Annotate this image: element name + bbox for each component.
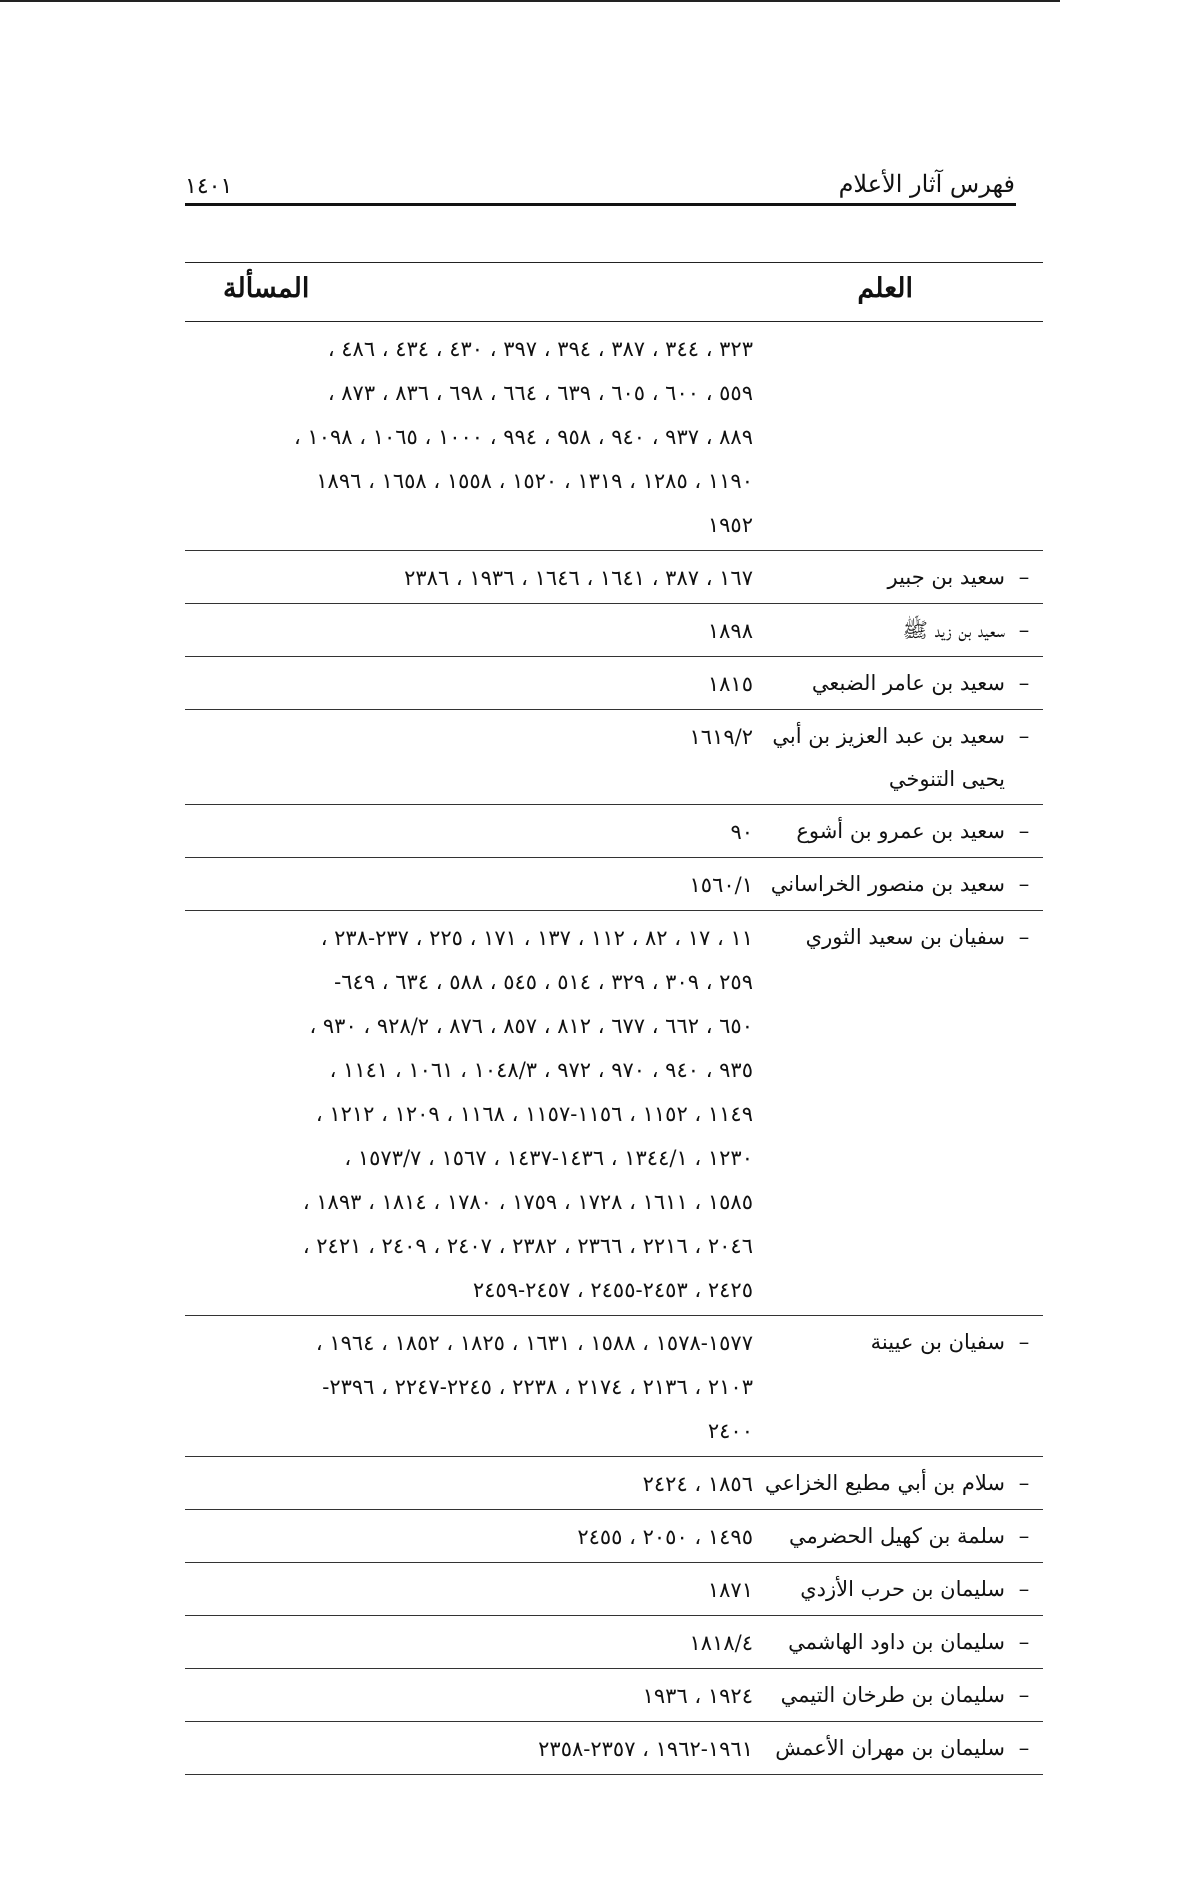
- entry-refs-cell: [185, 715, 753, 801]
- table-row: [185, 322, 1043, 551]
- index-table: [185, 262, 1043, 1775]
- table-row: [185, 805, 1043, 858]
- reference-line: ١٨٧١: [707, 1578, 753, 1602]
- entry-refs-cell: [185, 609, 753, 653]
- entry-name-cell: [753, 609, 1043, 653]
- entry-dash: –: [1018, 925, 1030, 949]
- entry-name-cell: [753, 327, 1043, 547]
- entry-name: سليمان بن داود الهاشمي: [788, 1630, 1005, 1654]
- reference-line: ١٩٥٢: [707, 513, 753, 537]
- reference-line: ١٦٧ ، ٣٨٧ ، ١٦٤١ ، ١٦٤٦ ، ١٩٣٦ ، ٢٣٨٦: [404, 566, 753, 590]
- scan-top-edge: [0, 0, 1060, 2]
- reference-line: ١١٤٩ ، ١١٥٢ ، ١١٥٦-١١٥٧ ، ١١٦٨ ، ١٢٠٩ ، ١٢١٢ ،: [315, 1102, 753, 1126]
- reference-line: ٥٥٩ ، ٦٠٠ ، ٦٠٥ ، ٦٣٩ ، ٦٦٤ ، ٦٩٨ ، ٨٣٦ ، ٨٧٣ ،: [327, 381, 753, 405]
- entry-name-cell: [753, 1674, 1043, 1718]
- entry-dash: –: [1018, 1524, 1030, 1548]
- entry-name-cell: [753, 662, 1043, 706]
- entry-name-cell: [753, 863, 1043, 907]
- entry-refs-cell: [185, 916, 753, 1312]
- entry-refs-cell: [185, 1674, 753, 1718]
- table-row: [185, 1669, 1043, 1722]
- reference-line: ٩٣٥ ، ٩٤٠ ، ٩٧٠ ، ٩٧٢ ، ١٠٤٨/٣ ، ١٠٦١ ، ١١٤١ ،: [329, 1058, 753, 1082]
- entry-name: سعيد بن عمرو بن أشوع: [796, 819, 1005, 843]
- column-header-name: العلم: [857, 273, 913, 304]
- entry-dash: –: [1018, 1471, 1030, 1495]
- entry-dash: –: [1018, 565, 1030, 589]
- entry-name-cell: [753, 1321, 1043, 1453]
- reference-line: ٦٥٠ ، ٦٦٢ ، ٦٧٧ ، ٨١٢ ، ٨٥٧ ، ٨٧٦ ، ٩٢٨/٢ ، ٩٣٠ ،: [309, 1014, 753, 1038]
- reference-line: ١٩٦١-١٩٦٢ ، ٢٣٥٧-٢٣٥٨: [538, 1737, 753, 1761]
- page-number: ١٤٠١: [185, 174, 233, 199]
- entry-dash: –: [1018, 671, 1030, 695]
- reference-line: ٣٢٣ ، ٣٤٤ ، ٣٨٧ ، ٣٩٤ ، ٣٩٧ ، ٤٣٠ ، ٤٣٤ ، ٤٨٦ ،: [327, 337, 753, 361]
- table-header: [185, 262, 1043, 322]
- entry-name-cell: [753, 1621, 1043, 1665]
- reference-line: ١٥٦٠/١: [689, 873, 753, 897]
- entry-refs-cell: [185, 1621, 753, 1665]
- reference-line: ١٨١٨/٤: [689, 1631, 753, 1655]
- entry-refs-cell: [185, 810, 753, 854]
- reference-line: ٢٠٤٦ ، ٢٢١٦ ، ٢٣٦٦ ، ٢٣٨٢ ، ٢٤٠٧ ، ٢٤٠٩ ، ٢٤٢١ ،: [302, 1234, 753, 1258]
- entry-name: سليمان بن طرخان التيمي: [780, 1683, 1005, 1707]
- entry-dash: –: [1018, 1630, 1030, 1654]
- reference-line: ٩٠: [730, 820, 753, 844]
- entry-refs-cell: [185, 327, 753, 547]
- entry-name: سليمان بن مهران الأعمش: [775, 1736, 1005, 1760]
- entry-refs-cell: [185, 1462, 753, 1506]
- table-row: [185, 1616, 1043, 1669]
- reference-line: ٢٤٢٥ ، ٢٤٥٣-٢٤٥٥ ، ٢٤٥٧-٢٤٥٩: [472, 1278, 753, 1302]
- entry-refs-cell: [185, 556, 753, 600]
- reference-line: ٢٤٠٠: [707, 1419, 753, 1443]
- entry-dash: –: [1018, 872, 1030, 896]
- entry-name: سلمة بن كهيل الحضرمي: [788, 1524, 1005, 1548]
- entry-name: سعيد بن منصور الخراساني: [770, 872, 1005, 896]
- table-row: [185, 911, 1043, 1316]
- entry-dash: –: [1018, 819, 1030, 843]
- reference-line: ١٥٧٧-١٥٧٨ ، ١٥٨٨ ، ١٦٣١ ، ١٨٢٥ ، ١٨٥٢ ، ١٩٦٤ ،: [315, 1331, 753, 1355]
- entry-name: سفيان بن سعيد الثوري: [805, 925, 1005, 949]
- entry-dash: –: [1018, 1736, 1030, 1760]
- reference-line: ١١ ، ١٧ ، ٨٢ ، ١١٢ ، ١٣٧ ، ١٧١ ، ٢٢٥ ، ٢٣٧-٢٣٨ ،: [320, 926, 753, 950]
- entry-dash: –: [1018, 1683, 1030, 1707]
- reference-line: ١٤٩٥ ، ٢٠٥٠ ، ٢٤٥٥: [577, 1525, 753, 1549]
- reference-line: ١٨١٥: [707, 672, 753, 696]
- entry-name-cell: [753, 715, 1043, 801]
- reference-line: ١٥٨٥ ، ١٦١١ ، ١٧٢٨ ، ١٧٥٩ ، ١٧٨٠ ، ١٨١٤ ، ١٨٩٣ ،: [302, 1190, 753, 1214]
- table-row: [185, 657, 1043, 710]
- reference-line: ١٢٣٠ ، ١٣٤٤/١ ، ١٤٣٦-١٤٣٧ ، ١٥٦٧ ، ١٥٧٣/٧ ،: [344, 1146, 753, 1170]
- reference-line: ٢٥٩ ، ٣٠٩ ، ٣٢٩ ، ٥١٤ ، ٥٤٥ ، ٥٨٨ ، ٦٣٤ ، ٦٤٩-: [334, 970, 753, 994]
- entry-dash: –: [1018, 724, 1030, 748]
- reference-line: ١٨٥٦ ، ٢٤٢٤: [642, 1472, 753, 1496]
- reference-line: ١٩٢٤ ، ١٩٣٦: [642, 1684, 753, 1708]
- entry-name: سعيد بن عبد العزيز بن أبي يحيى التنوخي: [772, 724, 1005, 791]
- page-header: [185, 170, 1015, 206]
- entry-refs-cell: [185, 1727, 753, 1771]
- reference-line: ٢١٠٣ ، ٢١٣٦ ، ٢١٧٤ ، ٢٢٣٨ ، ٢٢٤٥-٢٢٤٧ ، ٢٣٩٦-: [322, 1375, 753, 1399]
- entry-refs-cell: [185, 1568, 753, 1612]
- reference-line: ١٦١٩/٢: [689, 725, 753, 749]
- reference-line: ١٨٩٨: [707, 619, 753, 643]
- table-row: [185, 604, 1043, 657]
- entry-name: سعيد بن جبير: [887, 565, 1005, 589]
- table-row: [185, 1316, 1043, 1457]
- entry-refs-cell: [185, 1515, 753, 1559]
- reference-line: ٨٨٩ ، ٩٣٧ ، ٩٤٠ ، ٩٥٨ ، ٩٩٤ ، ١٠٠٠ ، ١٠٦٥ ، ١٠٩٨ ،: [293, 425, 753, 449]
- table-row: [185, 551, 1043, 604]
- column-header-refs: المسألة: [223, 273, 310, 304]
- table-body: [185, 322, 1043, 1775]
- entry-refs-cell: [185, 863, 753, 907]
- entry-name-cell: [753, 1727, 1043, 1771]
- table-row: [185, 1563, 1043, 1616]
- entry-name: سعيد بن زيد ﷺ: [902, 618, 1005, 642]
- table-row: [185, 858, 1043, 911]
- entry-name: سليمان بن حرب الأزدي: [800, 1577, 1005, 1601]
- table-row: [185, 710, 1043, 805]
- entry-name-cell: [753, 916, 1043, 1312]
- header-rule: [185, 203, 1016, 206]
- entry-name: سعيد بن عامر الضبعي: [811, 671, 1005, 695]
- entry-name-cell: [753, 810, 1043, 854]
- table-row: [185, 1457, 1043, 1510]
- entry-dash: –: [1018, 1330, 1030, 1354]
- table-row: [185, 1722, 1043, 1775]
- entry-refs-cell: [185, 1321, 753, 1453]
- reference-line: ١١٩٠ ، ١٢٨٥ ، ١٣١٩ ، ١٥٢٠ ، ١٥٥٨ ، ١٦٥٨ ، ١٨٩٦: [316, 469, 753, 493]
- entry-refs-cell: [185, 662, 753, 706]
- entry-name-cell: [753, 1515, 1043, 1559]
- entry-name: سفيان بن عيينة: [870, 1330, 1005, 1354]
- entry-name-cell: [753, 1568, 1043, 1612]
- entry-name: سلام بن أبي مطيع الخزاعي: [764, 1471, 1005, 1495]
- entry-dash: –: [1018, 1577, 1030, 1601]
- entry-name-cell: [753, 1462, 1043, 1506]
- running-title: فهرس آثار الأعلام: [838, 170, 1015, 198]
- table-row: [185, 1510, 1043, 1563]
- entry-name-cell: [753, 556, 1043, 600]
- entry-dash: –: [1018, 618, 1030, 642]
